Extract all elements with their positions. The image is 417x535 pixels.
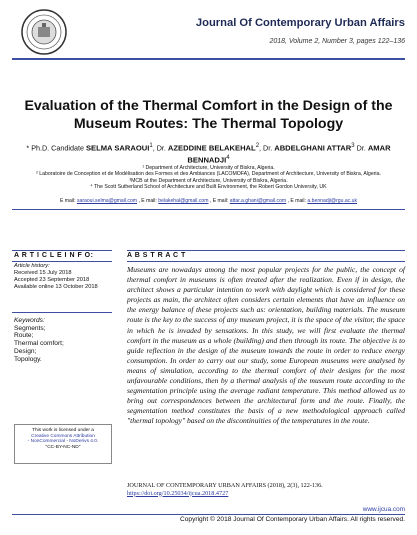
affiliation: ² Laboratoire de Conception et de Modélisation des Formes et des Ambiances (LACOMOFA), Department of Architecture, University of Biskra, Algeria.: [36, 171, 381, 178]
abstract-text: Museums are nowadays among the most popular projects for the public, the concept of thermal comfort in museums is often treated after the realization. Even if in design, the architect shows a particular intention to work with daylight which is considered for these projects as main, the architect often considers certain elements that have an influence on the energy balance of these projects such as: orientation, building materials. The museum route is the key to the success of any museum project, it is the space of the visitor, the space in which he is invaded by sensations. In this study, we will first evaluate the thermal comfort in the museum as a whole (building) and then through its route. The objective is to guide reflection in the design of the museum towards the route in order to reduce energy consumption. In order to carry out our study, some European museums were analysed by means of simulation, according to the thermal comfort of their designs for the most unfavourable conditions, then by a thermal analysis of the museum route according to the segmentation principle using the average radiant temperature. This method allowed us to bring out correspondences between the architectural form and the route. Finally, the segmentation method constitutes the basis of a new methodological approach called "thermal topology" based on the discontinuities of the temperatures in the route.: [127, 265, 405, 426]
info-header-rule: [12, 261, 112, 262]
affiliations: [12, 165, 405, 191]
author-name: ABDELGHANI ATTAR: [274, 143, 352, 153]
keyword: Thermal comfort;: [14, 340, 64, 348]
author-sup: 1: [149, 143, 153, 149]
author-name: SELMA SARAOUI: [85, 143, 150, 153]
abstract-header-rule: [127, 261, 405, 262]
license-code: "CC-BY-NC-ND": [45, 445, 81, 451]
abstract-header: A B S T R A C T: [127, 252, 186, 259]
email-link[interactable]: saraoui.selma@gmail.com: [76, 198, 138, 204]
license-box: [14, 424, 112, 464]
author-sup: 4: [226, 155, 230, 162]
article-history: [14, 263, 114, 291]
license-link[interactable]: - NonCommercial - NoDerivs 4.0.: [27, 439, 99, 445]
website-link[interactable]: www.ijcua.com: [362, 506, 405, 513]
email-link[interactable]: attar.a.ghani@gmail.com: [229, 198, 287, 204]
license-text: This work is licensed under a: [32, 428, 94, 433]
author-prefix: , Dr.: [152, 143, 166, 153]
affiliation: ¹ Department of Architecture, University of Biskra, Algeria.: [142, 165, 275, 171]
issue-line: 2018, Volume 2, Number 3, pages 122–136: [269, 38, 405, 45]
journal-logo: [20, 8, 68, 56]
doi-link[interactable]: https://doi.org/10.25034/ijcua.2018.4727: [127, 489, 229, 497]
section-divider: [12, 209, 405, 210]
online-date: Available online 13 October 2018: [14, 284, 98, 290]
affiliation: ⁴ The Scott Sutherland School of Architecture and Built Environment, the Robert Gordon University, UK: [90, 184, 327, 191]
paper-title: Evaluation of the Thermal Comfort in the Design of the Museum Routes: The Thermal Topology: [24, 98, 393, 132]
author-prefix: , Dr.: [259, 143, 273, 153]
copyright: Copyright © 2018 Journal Of Contemporary Urban Affairs. All rights reserved.: [180, 516, 405, 523]
info-top-rule: [12, 250, 112, 251]
accepted-date: Accepted 23 September 2018: [14, 277, 90, 283]
history-label: Article history:: [14, 263, 50, 269]
affiliation: ³MCB at the Department of Architecture, University of Biskra, Algeria.: [129, 177, 288, 184]
author-sup: 2: [255, 143, 260, 149]
email-line: E mail: saraoui.selma@gmail.com , E mail: belakehal@gmail.com , E mail: attar.a.ghani@gmail.com , E mail: a.bennadji@rgu.ac.uk: [59, 198, 358, 204]
license-link[interactable]: Creative Commons Attribution: [31, 433, 95, 439]
author-sup: 3: [351, 143, 355, 149]
keywords-rule: [12, 312, 112, 313]
received-date: Received 15 July 2018: [14, 270, 72, 276]
email-link[interactable]: a.bennadji@rgu.ac.uk: [307, 198, 358, 204]
footer-divider: [12, 514, 405, 515]
author-name: AMAR BENNADJI: [187, 143, 391, 165]
keyword: Topology.: [14, 355, 42, 363]
keyword: Route;: [14, 332, 34, 340]
keywords: [14, 317, 114, 363]
keyword: Design;: [14, 347, 37, 355]
author-prefix: * Ph.D. Candidate: [26, 143, 84, 153]
author-name: AZEDDINE BELAKEHAL: [167, 143, 256, 153]
abstract-top-rule: [127, 250, 405, 251]
keywords-label: Keywords:: [14, 317, 45, 324]
citation: [127, 482, 405, 497]
keyword: Segments;: [14, 324, 46, 332]
citation-text: JOURNAL OF CONTEMPORARY URBAN AFFAIRS (2018), 2(3), 122-136.: [127, 482, 323, 489]
journal-title: Journal Of Contemporary Urban Affairs: [195, 17, 405, 29]
article-info-header: A R T I C L E I N F O:: [14, 252, 94, 259]
author-list: [18, 141, 399, 166]
email-link[interactable]: belakehal@gmail.com: [158, 198, 209, 204]
header-divider: [12, 58, 405, 60]
author-prefix: Dr.: [354, 143, 366, 153]
